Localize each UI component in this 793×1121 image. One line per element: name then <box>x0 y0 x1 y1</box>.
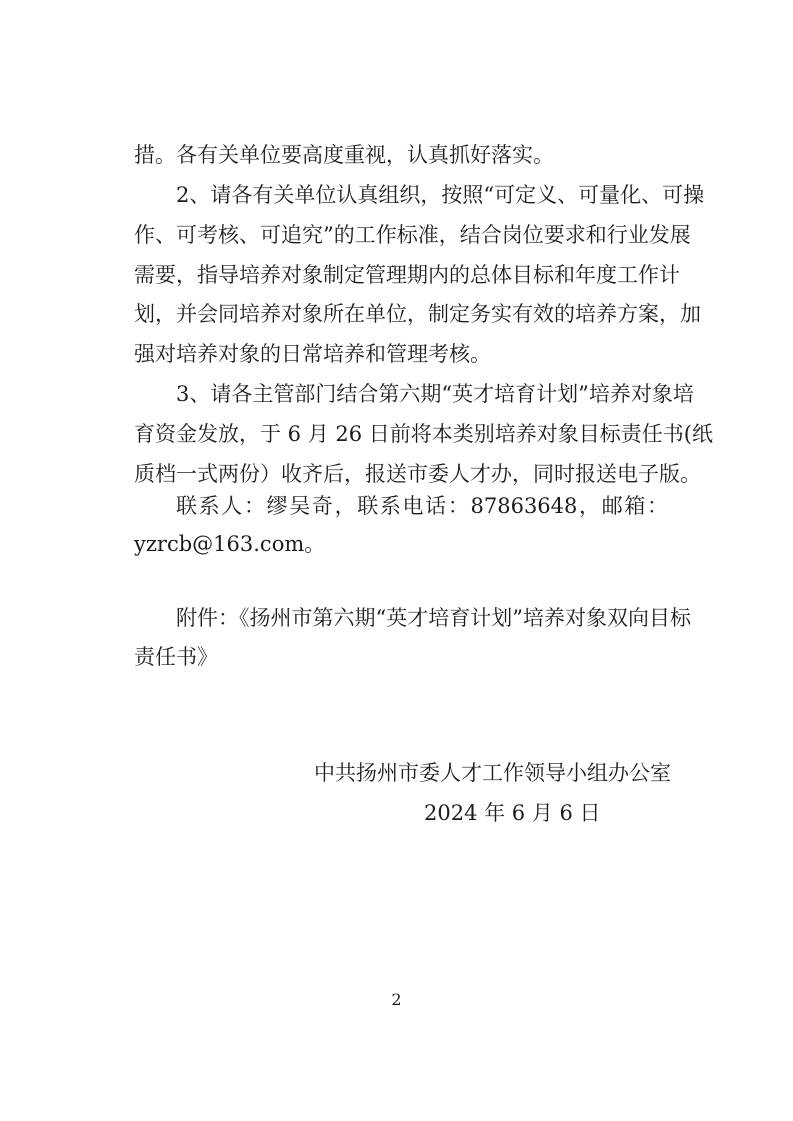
paragraph-line: 作、可考核、可追究”的工作标准，结合岗位要求和行业发展 <box>134 223 691 247</box>
paragraph-line: 质档一式两份）收齐后，报送市委人才办，同时报送电子版。 <box>134 462 701 486</box>
paragraph-line: 划，并会同培养对象所在单位，制定务实有效的培养方案，加 <box>134 302 701 326</box>
paragraph-line: 措。各有关单位要高度重视，认真抓好落实。 <box>134 143 554 167</box>
paragraph-line: 3、请各主管部门结合第六期“英才培育计划”培养对象培 <box>176 382 694 406</box>
attachment-line: 附件：《扬州市第六期“英才培育计划”培养对象双向目标 <box>176 606 691 630</box>
signature-date: 2024 年 6 月 6 日 <box>424 801 601 825</box>
page-number: 2 <box>391 990 402 1009</box>
paragraph-line: 需要，指导培养对象制定管理期内的总体目标和年度工作计 <box>134 263 680 287</box>
paragraph-line: 2、请各有关单位认真组织，按照“可定义、可量化、可操 <box>176 183 705 207</box>
contact-line: 联系人：缪吴奇，联系电话：87863648，邮箱： <box>176 494 668 518</box>
signature-org: 中共扬州市委人才工作领导小组办公室 <box>314 761 671 785</box>
contact-email: yzrcb@163.com。 <box>134 532 326 556</box>
paragraph-line: 强对培养对象的日常培养和管理考核。 <box>134 342 491 366</box>
attachment-line: 责任书》 <box>134 645 218 669</box>
paragraph-line: 育资金发放，于 6 月 26 日前将本类别培养对象目标责任书(纸 <box>134 422 713 446</box>
